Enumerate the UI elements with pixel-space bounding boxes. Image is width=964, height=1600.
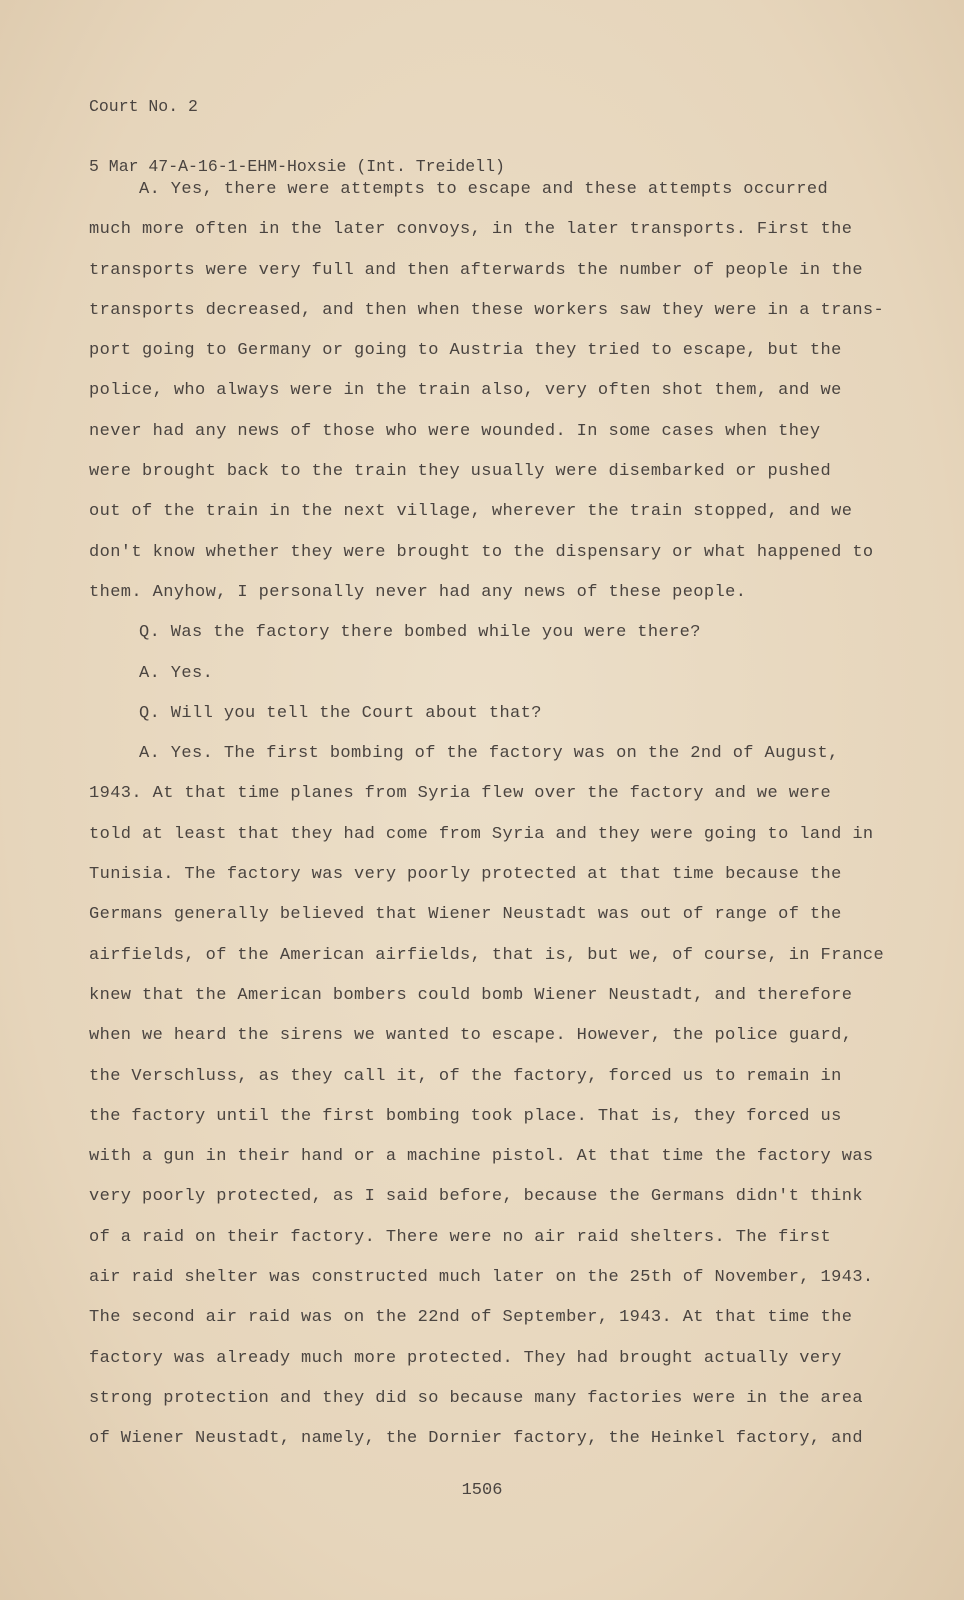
page-number: 1506: [461, 1481, 503, 1500]
transcript-line: A. Yes. The first bombing of the factory was on the 2nd of August,: [139, 744, 839, 764]
transcript-line: transports were very full and then afterwards the number of people in the: [89, 260, 863, 280]
transcript-line: 1943. At that time planes from Syria flew over the factory and we were: [89, 784, 832, 804]
transcript-line: The second air raid was on the 22nd of September, 1943. At that time the: [89, 1308, 853, 1328]
transcript-line: A. Yes.: [139, 663, 214, 683]
session-reference: 5 Mar 47-A-16-1-EHM-Hoxsie (Int. Treidell): [89, 157, 505, 176]
transcript-line: of Wiener Neustadt, namely, the Dornier factory, the Heinkel factory, and: [89, 1429, 863, 1449]
transcript-line: the Verschluss, as they call it, of the factory, forced us to remain in: [89, 1066, 842, 1086]
transcript-line: much more often in the later convoys, in the later transports. First the: [89, 220, 853, 240]
transcript-line: never had any news of those who were wounded. In some cases when they: [89, 421, 821, 441]
transcript-line: don't know whether they were brought to the dispensary or what happened to: [89, 542, 874, 562]
court-number: Court No. 2: [89, 97, 198, 116]
transcript-line: of a raid on their factory. There were no air raid shelters. The first: [89, 1227, 832, 1247]
transcript-line: Germans generally believed that Wiener Neustadt was out of range of the: [89, 905, 842, 925]
transcript-line: them. Anyhow, I personally never had any news of these people.: [89, 582, 747, 602]
transcript-line: when we heard the sirens we wanted to escape. However, the police guard,: [89, 1026, 853, 1046]
transcript-line: transports decreased, and then when these workers saw they were in a trans-: [89, 300, 885, 320]
transcript-line: were brought back to the train they usually were disembarked or pushed: [89, 462, 832, 482]
transcript-line: Tunisia. The factory was very poorly protected at that time because the: [89, 865, 842, 885]
transcript-line: A. Yes, there were attempts to escape and these attempts occurred: [139, 180, 829, 199]
transcript-line: air raid shelter was constructed much later on the 25th of November, 1943.: [89, 1268, 874, 1288]
transcript-line: factory was already much more protected. They had brought actually very: [89, 1348, 842, 1368]
transcript-line: out of the train in the next village, wherever the train stopped, and we: [89, 502, 853, 522]
transcript-line: police, who always were in the train also, very often shot them, and we: [89, 381, 842, 401]
transcript-line: Q. Was the factory there bombed while you were there?: [139, 623, 701, 643]
transcript-line: told at least that they had come from Syria and they were going to land in: [89, 824, 874, 844]
transcript-line: knew that the American bombers could bomb Wiener Neustadt, and therefore: [89, 985, 853, 1005]
transcript-line: very poorly protected, as I said before, because the Germans didn't think: [89, 1187, 863, 1207]
transcript-line: port going to Germany or going to Austria they tried to escape, but the: [89, 341, 842, 361]
transcript-line: the factory until the first bombing took place. That is, they forced us: [89, 1106, 842, 1126]
transcript-line: strong protection and they did so because many factories were in the area: [89, 1388, 863, 1408]
transcript-line: airfields, of the American airfields, that is, but we, of course, in France: [89, 945, 885, 965]
transcript-body: [89, 180, 885, 1470]
transcript-line: Q. Will you tell the Court about that?: [139, 703, 542, 723]
transcript-line: with a gun in their hand or a machine pistol. At that time the factory was: [89, 1147, 874, 1167]
